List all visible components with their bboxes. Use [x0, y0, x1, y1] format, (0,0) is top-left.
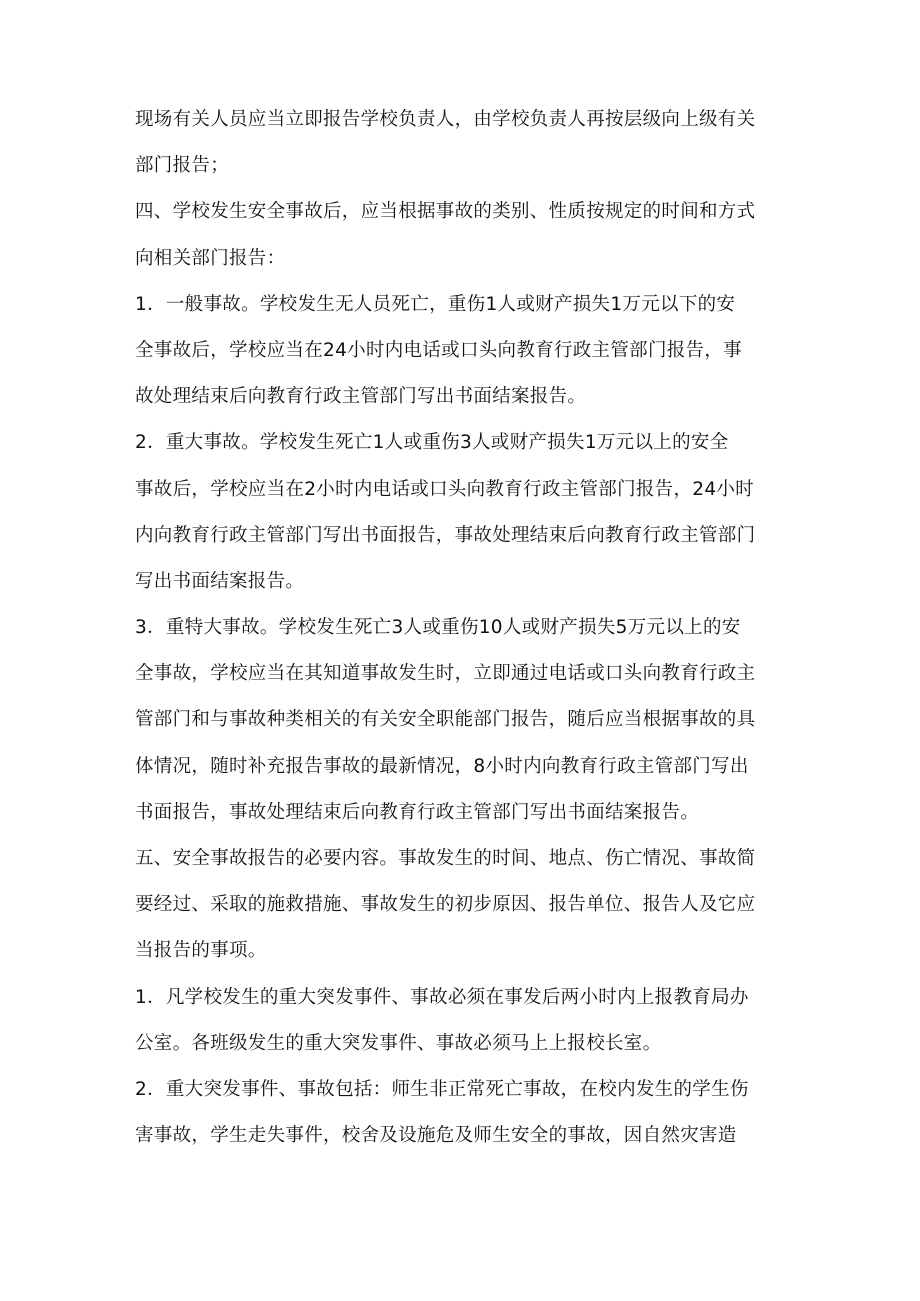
- text-line: 体情况，随时补充报告事故的最新情况，8小时内向教育行政主管部门写出: [135, 755, 749, 777]
- text-line: 五、安全事故报告的必要内容。事故发生的时间、地点、伤亡情况、事故简: [135, 848, 756, 869]
- text-line: 向相关部门报告：: [135, 247, 286, 269]
- text-line: 四、学校发生安全事故后，应当根据事故的类别、性质按规定的时间和方式: [135, 201, 756, 223]
- text-line: 3．重特大事故。学校发生死亡3人或重伤10人或财产损失5万元以上的安: [135, 617, 741, 639]
- text-line: 内向教育行政主管部门写出书面报告，事故处理结束后向教育行政主管部门: [135, 524, 756, 546]
- text-line: 1．凡学校发生的重大突发事件、事故必须在事发后两小时内上报教育局办: [135, 986, 749, 1008]
- text-line: 全事故后，学校应当在24小时内电话或口头向教育行政主管部门报告，事: [135, 339, 742, 361]
- text-line: 2．重大事故。学校发生死亡1人或重伤3人或财产损失1万元以上的安全: [135, 432, 729, 454]
- text-line: 写出书面结案报告。: [135, 570, 305, 592]
- text-line: 公室。各班级发生的重大突发事件、事故必须马上上报校长室。: [135, 1032, 662, 1054]
- text-line: 当报告的事项。: [135, 940, 267, 962]
- text-line: 管部门和与事故种类相关的有关安全职能部门报告，随后应当根据事故的具: [135, 709, 756, 731]
- text-line: 书面报告，事故处理结束后向教育行政主管部门写出书面结案报告。: [135, 801, 700, 823]
- text-line: 部门报告；: [135, 155, 230, 177]
- text-line: 1．一般事故。学校发生无人员死亡，重伤1人或财产损失1万元以下的安: [135, 293, 736, 315]
- text-line: 要经过、采取的施救措施、事故发生的初步原因、报告单位、报告人及它应: [135, 894, 756, 916]
- text-line: 事故后，学校应当在2小时内电话或口头向教育行政主管部门报告，24小时: [135, 478, 755, 500]
- text-line: 全事故，学校应当在其知道事故发生时，立即通过电话或口头向教育行政主: [135, 663, 756, 685]
- document-body: [135, 97, 795, 1159]
- text-line: 故处理结束后向教育行政主管部门写出书面结案报告。: [135, 386, 587, 408]
- text-line: 害事故，学生走失事件，校舍及设施危及师生安全的事故，因自然灾害造: [135, 1125, 737, 1147]
- text-line: 2．重大突发事件、事故包括：师生非正常死亡事故，在校内发生的学生伤: [135, 1078, 749, 1100]
- text-line: 现场有关人员应当立即报告学校负责人，由学校负责人再按层级向上级有关: [135, 109, 756, 130]
